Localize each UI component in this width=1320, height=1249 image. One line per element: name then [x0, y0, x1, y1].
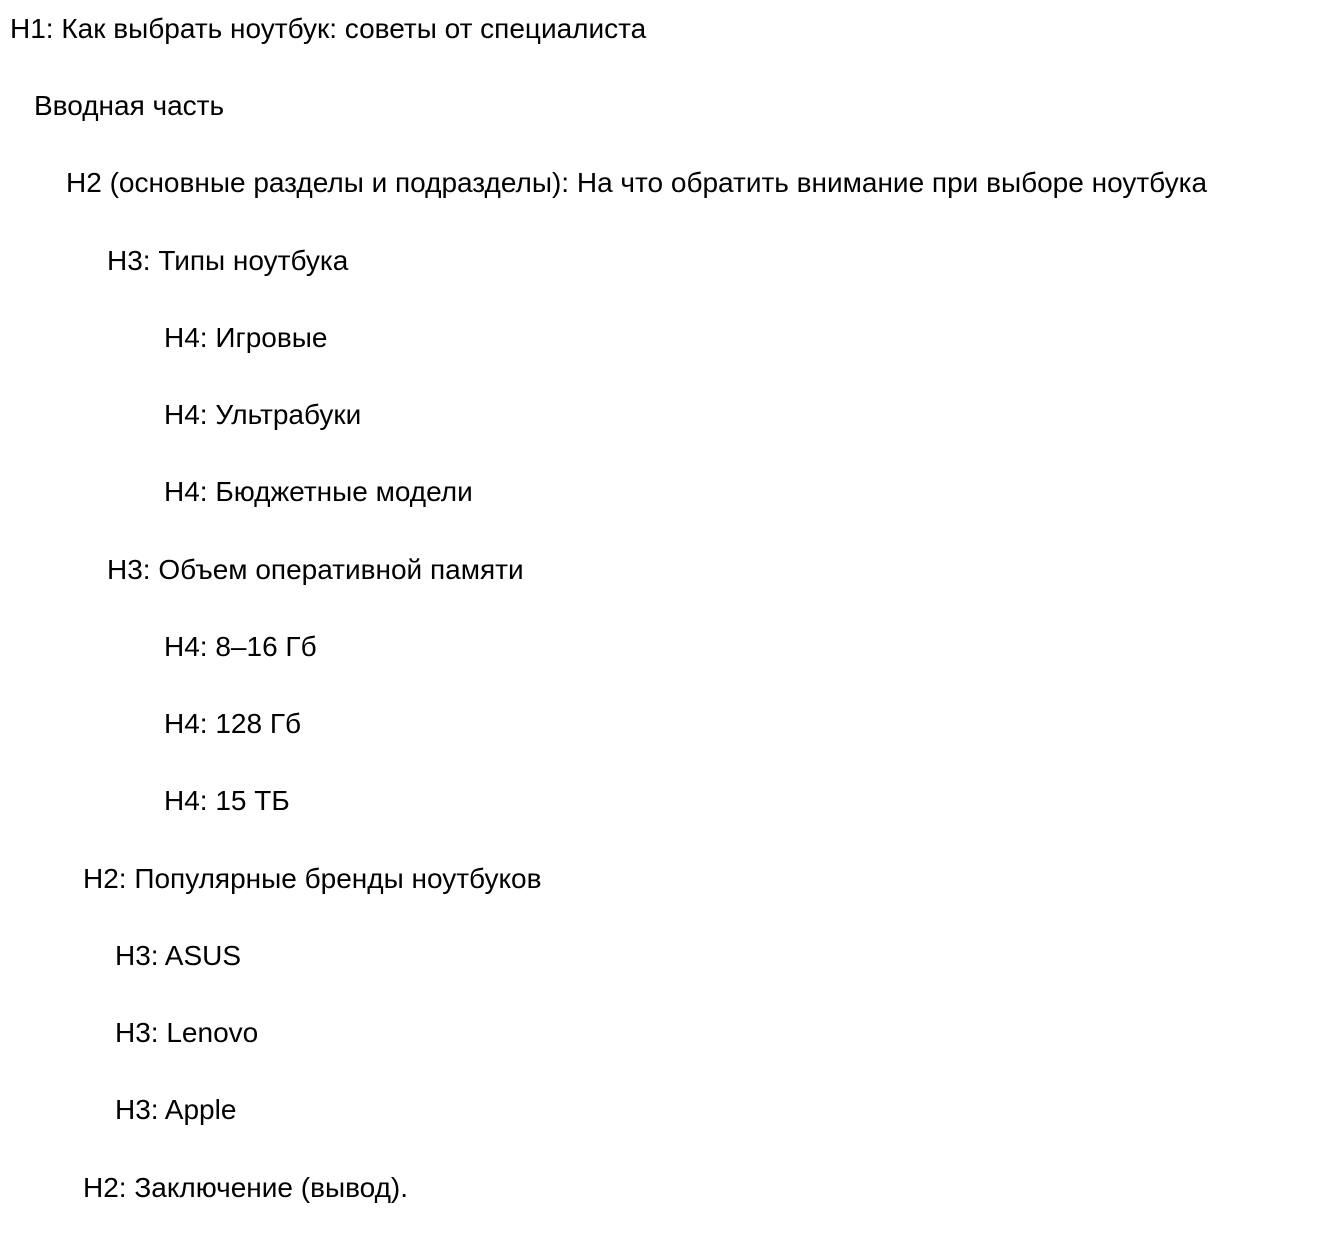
h4-gaming: H4: Игровые — [164, 322, 328, 353]
h3-lenovo: H3: Lenovo — [115, 1017, 259, 1048]
h2-conclusion: H2: Заключение (вывод). — [83, 1172, 409, 1203]
h3-asus: H3: ASUS — [115, 940, 242, 971]
intro-section: Вводная часть — [34, 90, 225, 121]
h4-ram-128: H4: 128 Гб — [164, 708, 302, 739]
h3-ram-size: H3: Объем оперативной памяти — [107, 554, 524, 585]
h3-laptop-types: H3: Типы ноутбука — [107, 245, 349, 276]
h2-popular-brands: H2: Популярные бренды ноутбуков — [83, 863, 542, 894]
h4-budget-models: H4: Бюджетные модели — [164, 476, 473, 507]
h1-title: H1: Как выбрать ноутбук: советы от специалиста — [10, 13, 647, 44]
h2-main-sections: H2 (основные разделы и подразделы): На что обратить внимание при выборе ноутбука — [66, 167, 1208, 198]
h3-apple: H3: Apple — [115, 1094, 237, 1125]
h4-ultrabooks: H4: Ультрабуки — [164, 399, 362, 430]
h4-ram-8-16: H4: 8–16 Гб — [164, 631, 317, 662]
h4-ram-15tb: H4: 15 ТБ — [164, 785, 290, 816]
